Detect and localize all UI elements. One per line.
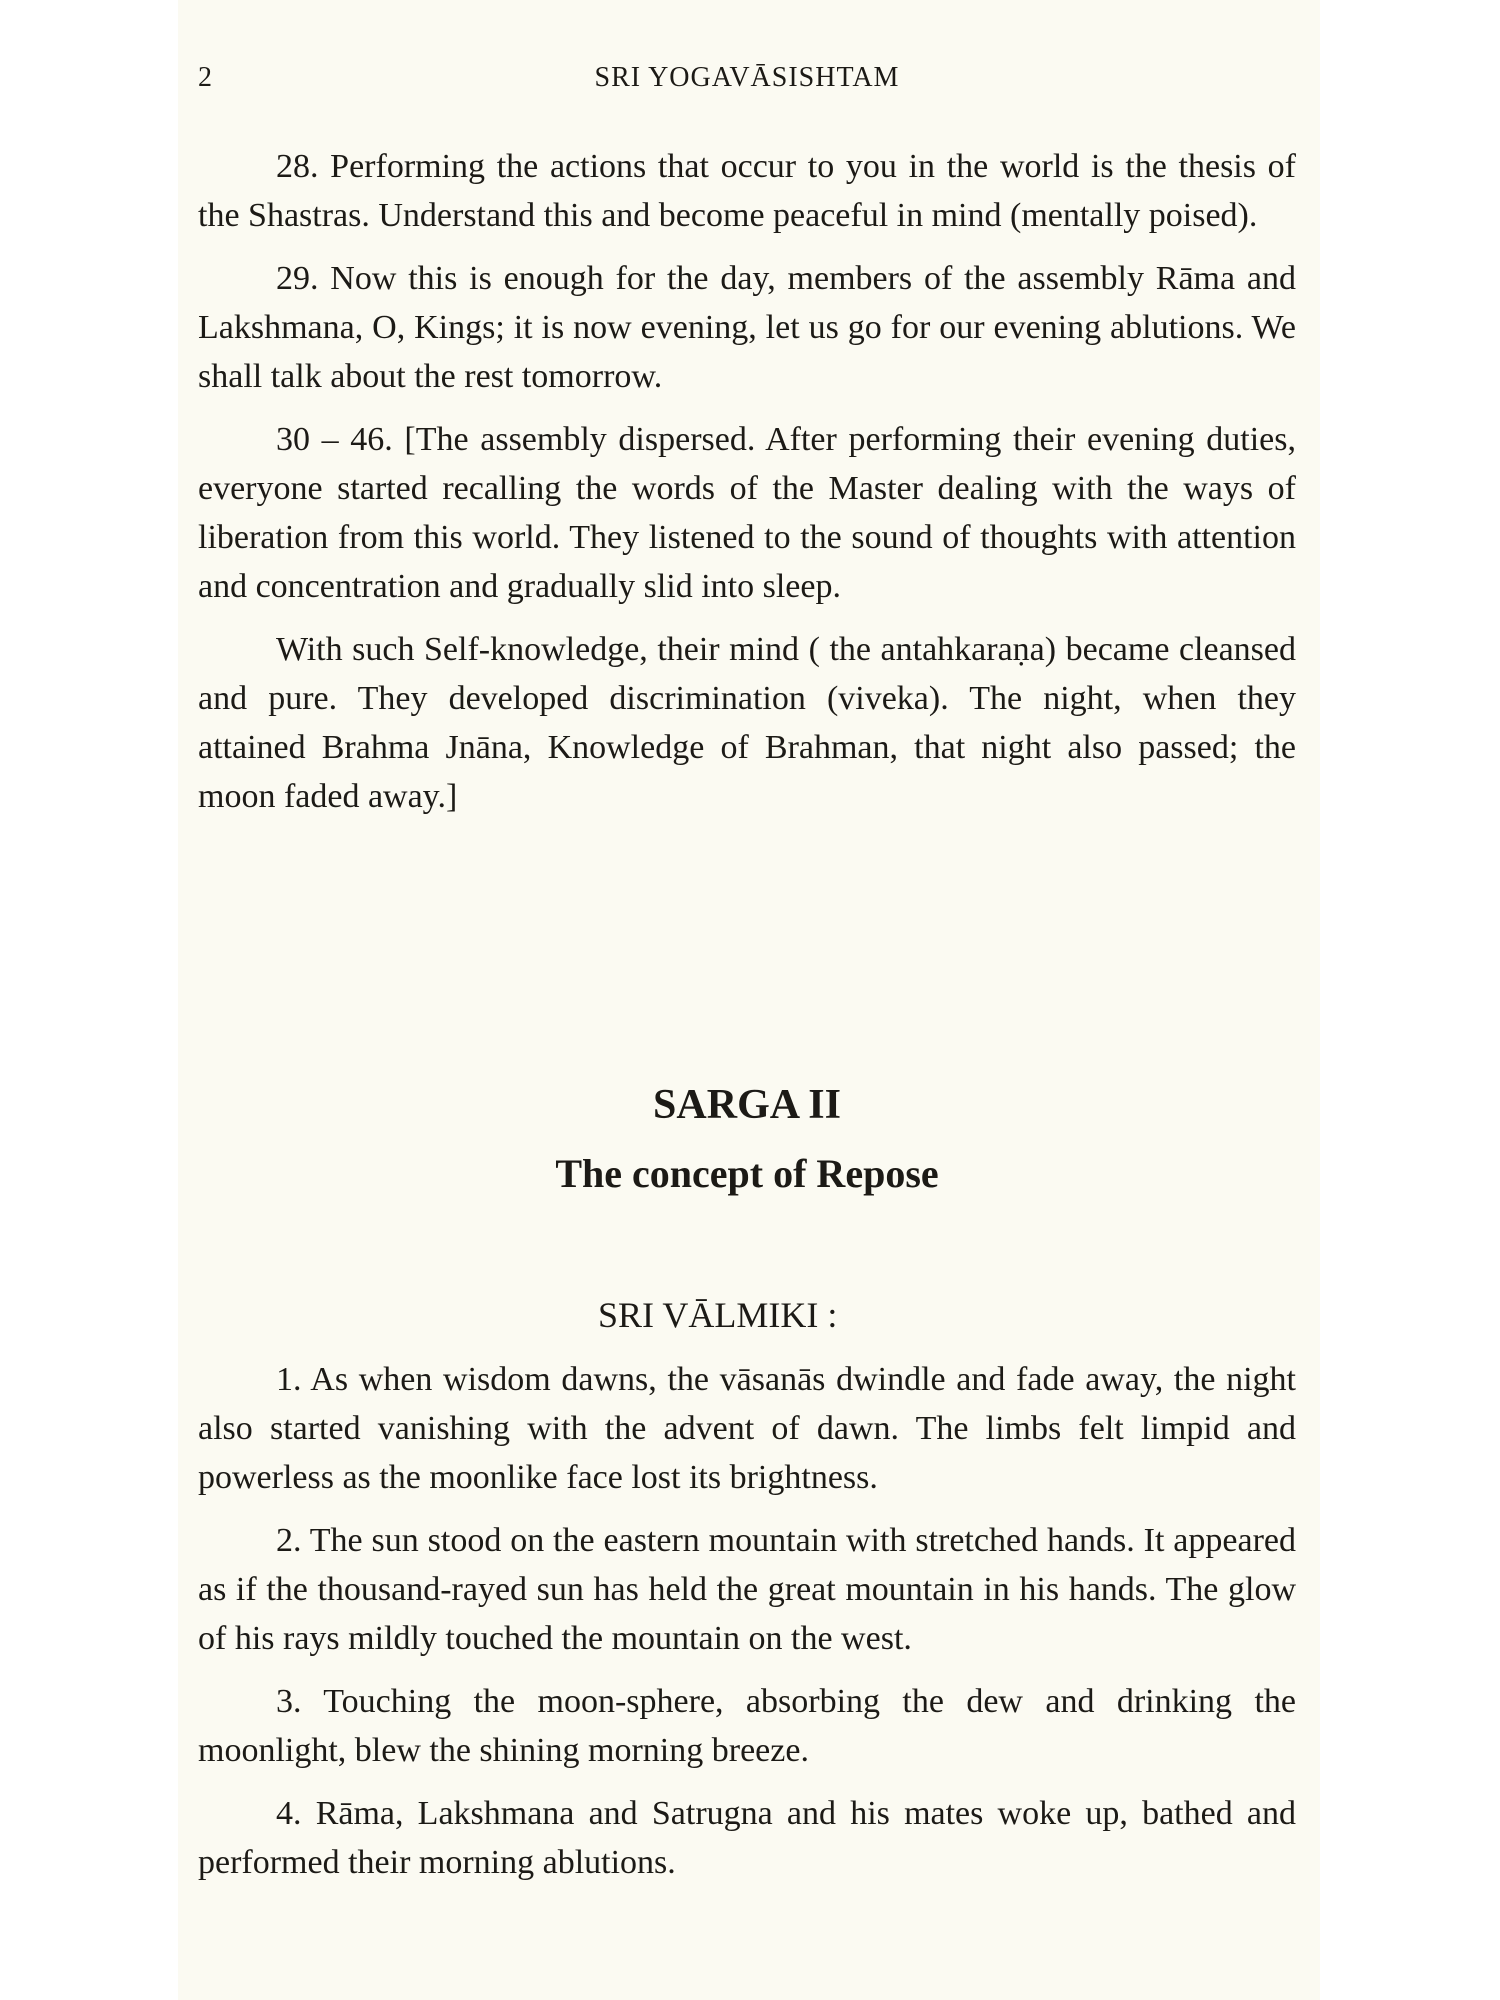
sarga-heading: SARGA II [653, 1082, 841, 1128]
book-page [178, 0, 1320, 2000]
paragraph-verse-30-46: 30 – 46. [The assembly dispersed. After performing their evening duties, everyone started recalling the words of the Master dealing with the ways of liberation from this world. They listened to the sound of thoughts with attention and concentration and gradually slid into sleep. [198, 421, 1296, 605]
page-number: 2 [198, 62, 212, 93]
speaker-heading: SRI VĀLMIKI : [598, 1295, 838, 1335]
paragraph-verse-2: 2. The sun stood on the eastern mountain with stretched hands. It appeared as if the thousand-rayed sun has held the great mountain in his hands. The glow of his rays mildly touched the mountain on the west. [198, 1522, 1296, 1657]
text-block-after-chapter [198, 1355, 1296, 1901]
paragraph-verse-1: 1. As when wisdom dawns, the vāsanās dwindle and fade away, the night also started vanishing with the advent of dawn. The limbs felt limpid and powerless as the moonlike face lost its brightness. [198, 1361, 1296, 1496]
paragraph-verse-4: 4. Rāma, Lakshmana and Satrugna and his mates woke up, bathed and performed their morning ablutions. [198, 1795, 1296, 1881]
paragraph-self-knowledge: With such Self-knowledge, their mind ( the antahkaraṇa) became cleansed and pure. They developed discrimination (viveka). The night, when they attained Brahma Jnāna, Knowledge of Brahman, that night also passed; the moon faded away.] [198, 631, 1296, 815]
text-block-before-chapter [198, 142, 1296, 835]
paragraph-verse-29: 29. Now this is enough for the day, members of the assembly Rāma and Lakshmana, O, Kings; it is now evening, let us go for our evening ablutions. We shall talk about the rest tomorrow. [198, 260, 1296, 395]
paragraph-verse-28: 28. Performing the actions that occur to you in the world is the thesis of the Shastras. Understand this and become peaceful in mind (mentally poised). [198, 148, 1296, 234]
chapter-title: The concept of Repose [555, 1151, 939, 1196]
paragraph-verse-3: 3. Touching the moon-sphere, absorbing the dew and drinking the moonlight, blew the shining morning breeze. [198, 1683, 1296, 1769]
running-header [198, 62, 1296, 102]
book-title: SRI YOGAVĀSISHTAM [594, 62, 900, 93]
